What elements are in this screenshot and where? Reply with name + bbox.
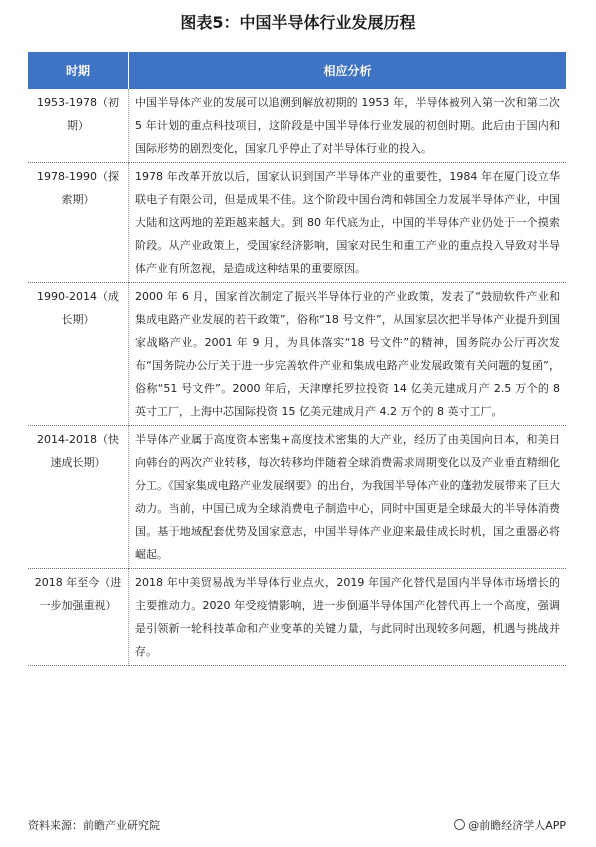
column-header-analysis: 相应分析: [129, 52, 567, 89]
table-row: [28, 569, 566, 666]
analysis-cell: 2018 年中美贸易战为半导体行业点火，2019 年国产化替代是国内半导体市场增长的主要推动力。2020 年受疫情影响，进一步倒逼半导体国产化替代再上一个高度，强调是引领新一轮科技革命和产业变革的关键力量，与此同时出现较多问题，机遇与挑战并存。: [129, 569, 567, 666]
analysis-cell: 1978 年改革开放以后，国家认识到国产半导体产业的重要性，1984 年在厦门设立华联电子有限公司，但是成果不佳。这个阶段中国台湾和韩国全力发展半导体产业，中国大陆和这两地的差距越来越大。到 80 年代底为止，中国的半导体产业仍处于一个摸索阶段。从产业政策上，受国家经济影响，国家对民生和重工产业的重点投入导致对半导体产业有所忽视，是造成这种结果的重要原因。: [129, 163, 567, 283]
table-row: [28, 89, 566, 163]
analysis-cell: 中国半导体产业的发展可以追溯到解放初期的 1953 年，半导体被列入第一次和第二次 5 年计划的重点科技项目，这阶段是中国半导体行业发展的初创时期。此后由于国内和国际形势的剧烈变化，国家几乎停止了对半导体行业的投入。: [129, 89, 567, 163]
source-note: 资料来源：前瞻产业研究院: [28, 819, 160, 832]
table-row: [28, 426, 566, 569]
history-table: [28, 52, 566, 666]
brand-credit-text: @前瞻经济学人APP: [468, 819, 566, 832]
period-cell: 2014-2018（快速成长期）: [28, 426, 129, 569]
analysis-cell: 2000 年 6 月，国家首次制定了振兴半导体行业的产业政策，发表了“鼓励软件产业和集成电路产业发展的若干政策”，俗称“18 号文件”，从国家层次把半导体产业提升到国家战略产业。2001 年 9 月，为具体落实“18 号文件”的精神，国务院办公厅再次发布“国务院办公厅关于进一步完善软件产业和集成电路产业发展政策有关问题的复函”，俗称“51 号文件”。2000 年后，天津摩托罗拉投资 14 亿美元建成月产 2.5 万个的 8 英寸工厂，上海中芯国际投资 15 亿美元建成月产 4.2 万个的 8 英寸工厂。: [129, 283, 567, 426]
period-cell: 1990-2014（成长期）: [28, 283, 129, 426]
brand-logo-icon: [454, 819, 465, 830]
table-header-row: [28, 52, 566, 89]
column-header-period: 时期: [28, 52, 129, 89]
table-row: [28, 163, 566, 283]
table-row: [28, 283, 566, 426]
period-cell: 1978-1990（探索期）: [28, 163, 129, 283]
period-cell: 2018 年至今（进一步加强重视）: [28, 569, 129, 666]
period-cell: 1953-1978（初期）: [28, 89, 129, 163]
chart-title: 图表5：中国半导体行业发展历程: [180, 13, 416, 32]
analysis-cell: 半导体产业属于高度资本密集+高度技术密集的大产业，经历了由美国向日本，和美日向韩台的两次产业转移，每次转移均伴随着全球消费需求周期变化以及产业垂直精细化分工。《国家集成电路产业发展纲要》的出台，为我国半导体产业的蓬勃发展带来了巨大动力。当前，中国已成为全球消费电子制造中心，同时中国更是全球最大的半导体消费国。基于地域配套优势及国家意志，中国半导体产业迎来最佳成长时机，国之重器必将崛起。: [129, 426, 567, 569]
brand-credit: [454, 817, 566, 833]
